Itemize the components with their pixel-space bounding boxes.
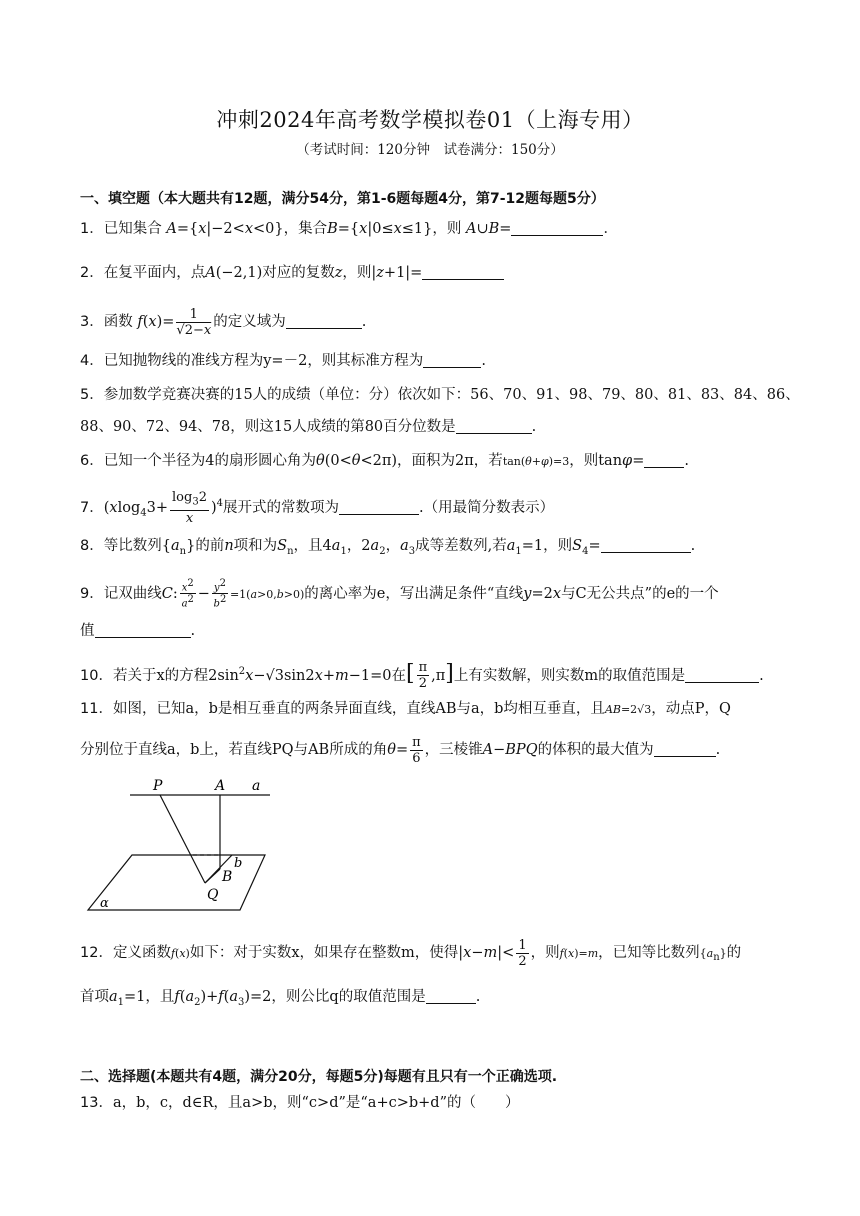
question-9: 9．记双曲线C: $\frac{x^2}{a^2}$ − $\frac{y^2}{b^2}$ =1(a>0,b>0)的离心率为e，写出满足条件“直线y=2x与C无公共点”的e的一个 — [80, 578, 719, 610]
question-11-line2: 分别位于直线a，b上，若直线PQ与AB所成的角θ= $\frac{\pi}{6}$ ，三棱锥A−BPQ的体积的最大值为 . — [80, 734, 721, 766]
answer-blank-5[interactable] — [456, 417, 532, 434]
label-A: A — [215, 778, 226, 794]
answer-blank-7[interactable] — [339, 498, 419, 515]
question-4: 4．已知抛物线的准线方程为y=－2，则其标准方程为 . — [80, 353, 486, 369]
question-12-line2: 首项$a_1=1$，且$f(a_2)+f(a_3)=2$，则公比q的取值范围是 . — [80, 989, 481, 1008]
answer-blank-12[interactable] — [426, 987, 476, 1004]
segment-PQ — [160, 795, 205, 883]
question-3: 3．函数 f(x)= $\frac{1}{√2-x}$ 的定义域为 . — [80, 306, 367, 338]
segment-BQ — [205, 869, 220, 883]
question-6: 6．已知一个半径为4的扇形圆心角为θ(0<θ<2π)，面积为2π，若tan(θ+φ)=3，则tanφ= . — [80, 453, 689, 469]
section1-heading: 一、填空题（本大题共有12题，满分54分，第1-6题每题4分，第7-12题每题5分） — [80, 191, 605, 207]
answer-blank-4[interactable] — [423, 351, 481, 368]
question-11: 11．如图，已知a，b是相互垂直的两条异面直线，直线AB与a，b均相互垂直，且AB=2√3，动点P，Q — [80, 701, 731, 717]
question-1: 1．已知集合 A={x|−2<x<0}，集合B={x|0≤x≤1}，则 A∪B= ． — [80, 221, 618, 237]
question-5-line2: 88、90、72、94、78，则这15人成绩的第80百分位数是 . — [80, 419, 537, 435]
answer-blank-9[interactable] — [95, 621, 191, 638]
question-8: 8．等比数列$\{a_n\}$的前n项和为$S_n$，且$4a_1$，$2a_2$，$a_3$成等差数列,若$a_1=1$，则$S_4=$ . — [80, 538, 696, 557]
answer-blank-8[interactable] — [601, 536, 691, 553]
question-10: 10．若关于x的方程$2\sin^2x-√3\sin 2x+m-1=0$在[ $\frac{\pi}{2}$ ,π]上有实数解，则实数m的取值范围是 . — [80, 660, 764, 692]
geometry-figure — [80, 775, 280, 915]
answer-blank-10[interactable] — [685, 666, 759, 683]
question-12: 12．定义函数f(x)如下：对于实数x，如果存在整数m，使得|x−m|< $\frac{1}{2}$ ，则f(x)=m，已知等比数列$\{a_n\}$的 — [80, 937, 742, 969]
question-5: 5．参加数学竞赛决赛的15人的成绩（单位：分）依次如下：56、70、91、98、79、80、81、83、84、86、 — [80, 387, 800, 403]
label-B: B — [222, 869, 233, 885]
label-b: b — [234, 856, 243, 871]
label-P: P — [153, 778, 163, 794]
question-2: 2．在复平面内，点A(−2,1)对应的复数z，则|z+1|= — [80, 262, 785, 284]
label-alpha: α — [100, 896, 109, 911]
answer-blank-2[interactable] — [422, 263, 504, 280]
answer-blank-1[interactable] — [511, 219, 603, 236]
section2-heading: 二、选择题(本题共有4题，满分20分，每题5分)每题有且只有一个正确选项. — [80, 1069, 558, 1085]
exam-subtitle: （考试时间：120分钟 试卷满分：150分） — [296, 142, 564, 158]
question-9-line2: 值 . — [80, 623, 196, 639]
question-13: 13．a，b，c，d∈R，且a>b，则“c>d”是“a+c>b+d”的（ ） — [80, 1095, 520, 1111]
label-Q: Q — [207, 887, 219, 903]
answer-blank-6[interactable] — [644, 451, 684, 468]
answer-blank-3[interactable] — [286, 312, 362, 329]
question-7: 7．(xlog$_4$3+ $\frac{\log_32}{x}$ )$^4$展开式的常数项为 .（用最简分数表示） — [80, 490, 555, 526]
exam-title: 冲刺2024年高考数学模拟卷01（上海专用） — [216, 108, 644, 132]
answer-blank-11[interactable] — [654, 740, 716, 757]
label-a: a — [252, 778, 261, 794]
